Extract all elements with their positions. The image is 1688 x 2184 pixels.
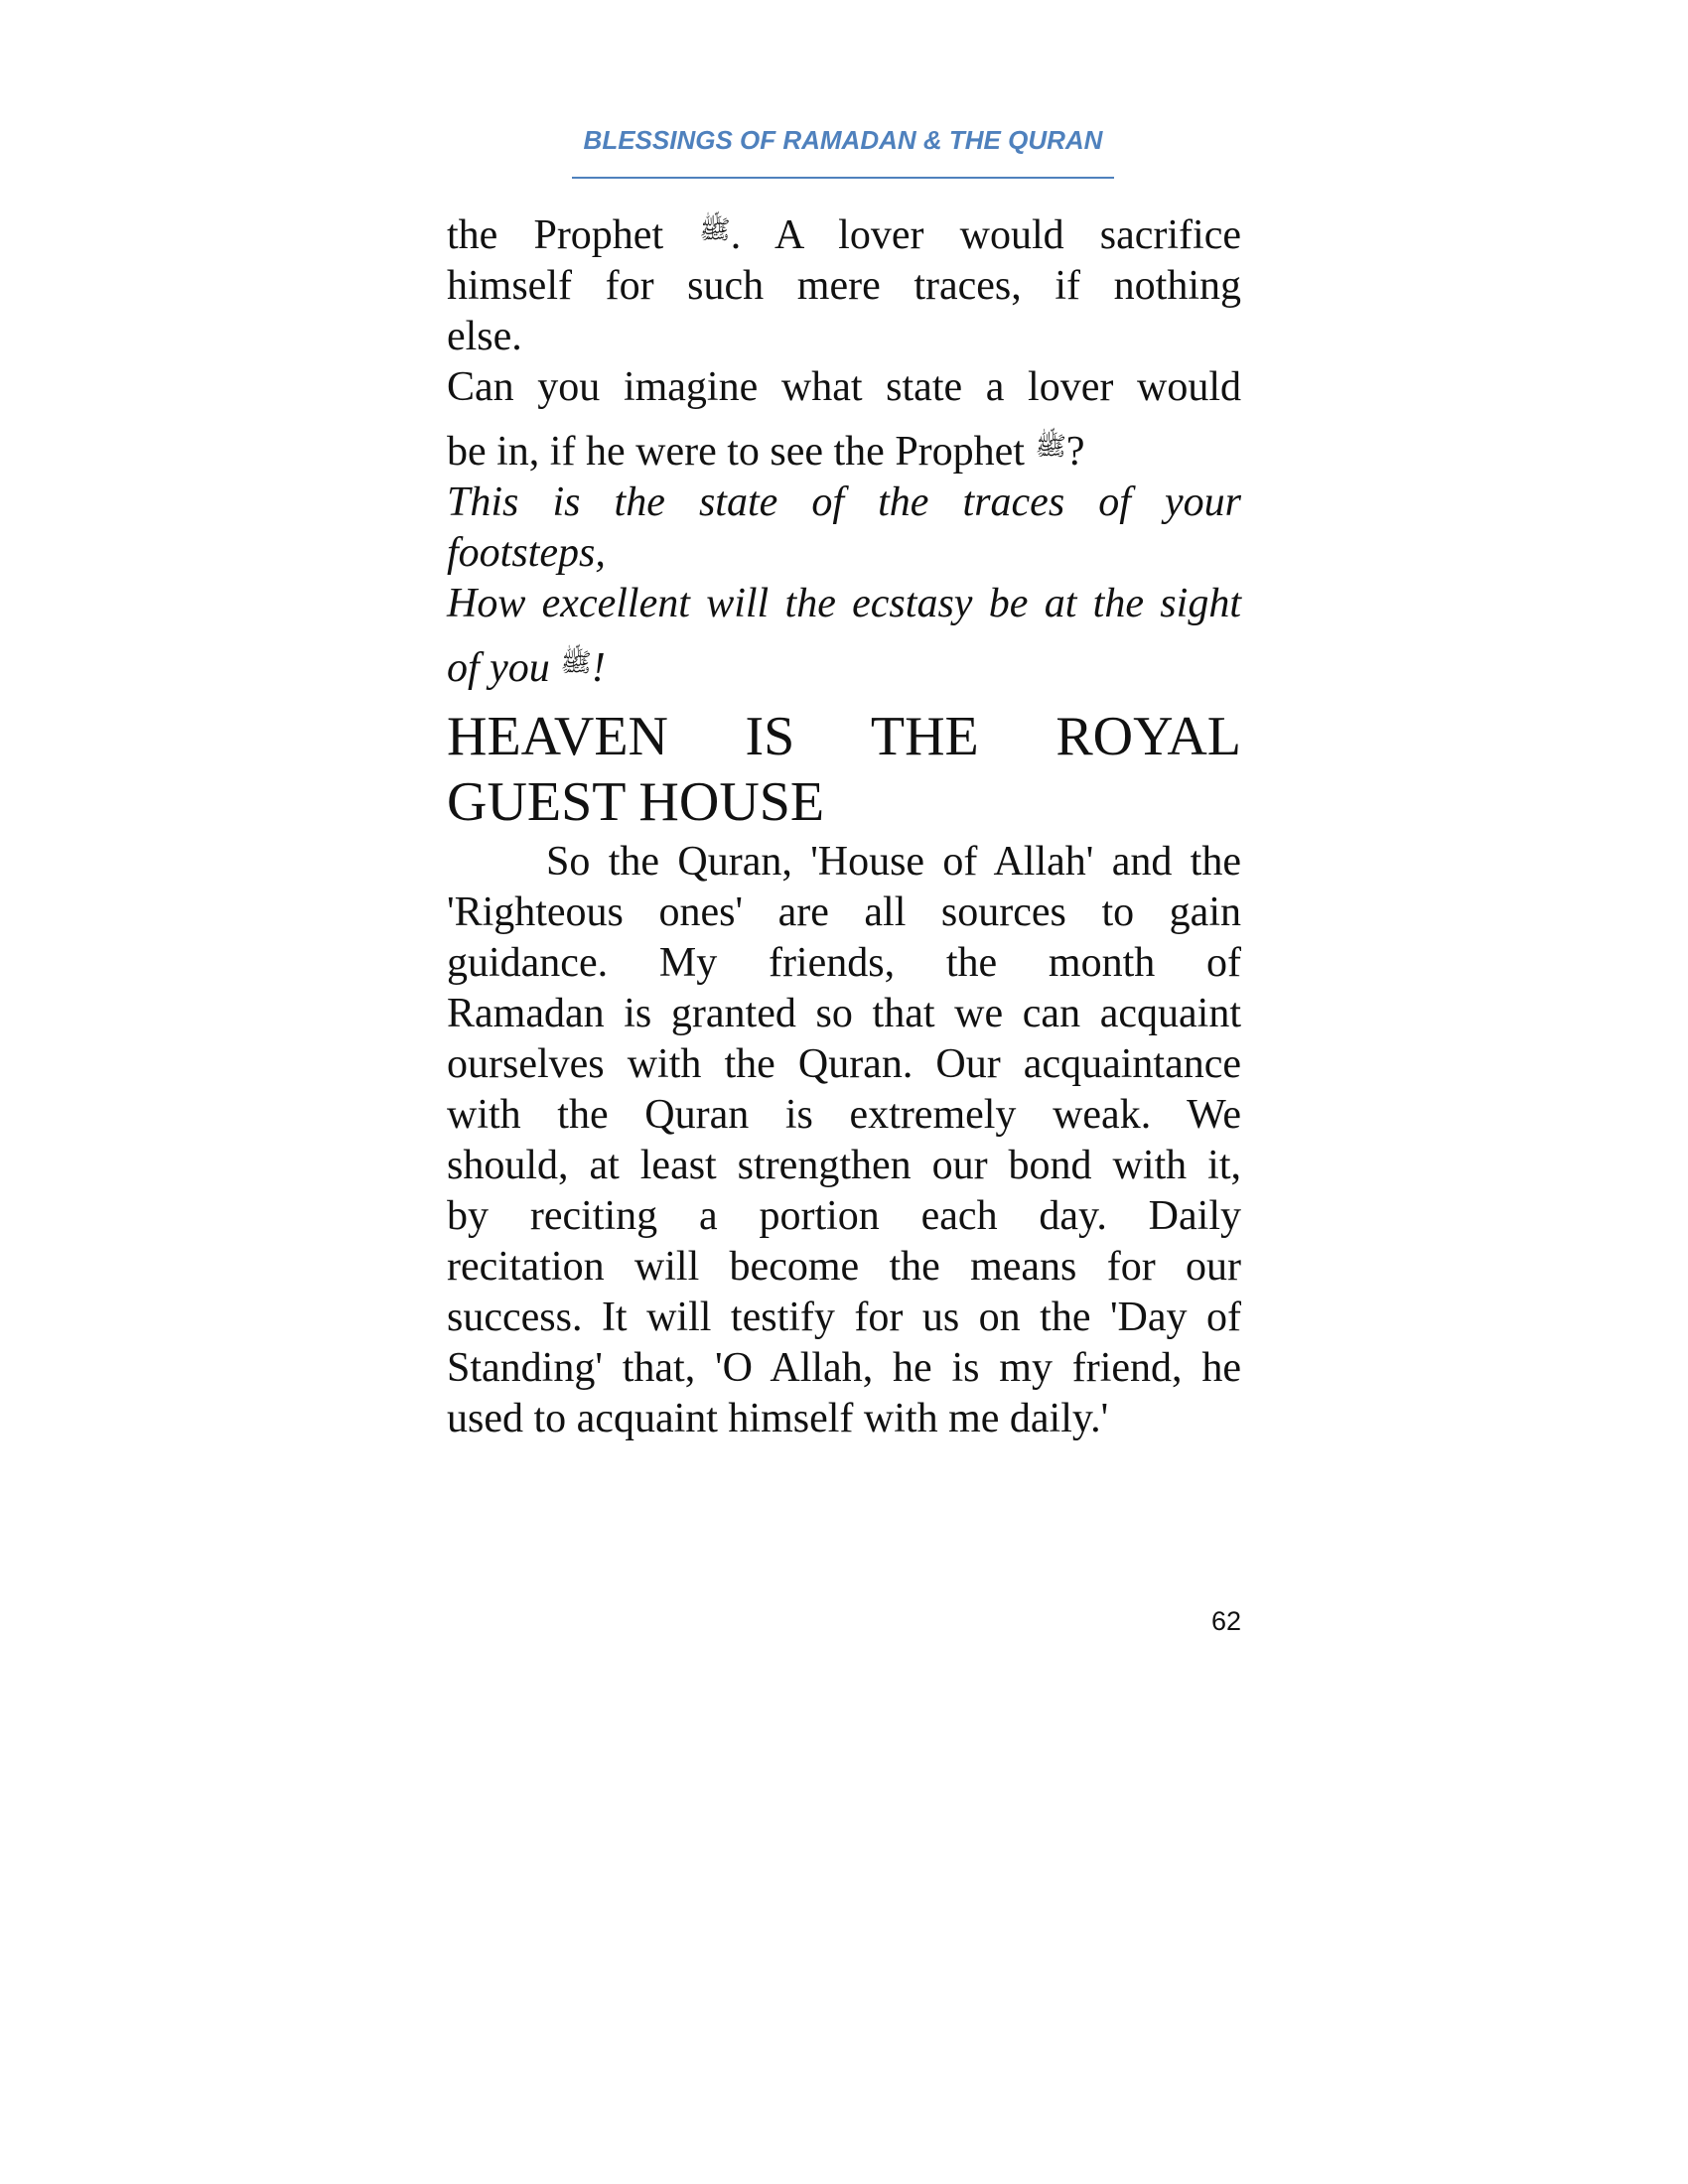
body-line-12: used to acquaint himself with me daily.'	[447, 1396, 1109, 1441]
body-line-11: Standing' that, 'O Allah, he is my friend, he	[447, 1345, 1241, 1391]
verse-line-4-start: of you	[447, 645, 561, 691]
body-line-1	[447, 837, 1241, 887]
intro-line-1-start: the Prophet	[447, 212, 700, 258]
intro-line-1	[447, 210, 1241, 261]
page-number: 62	[1210, 1606, 1241, 1636]
section-heading-line-1: HEAVEN IS THE ROYAL	[447, 706, 1241, 767]
salawat-glyph: ﷺ	[560, 648, 592, 678]
body-line-6: with the Quran is extremely weak. We	[447, 1092, 1241, 1138]
body-line-3: guidance. My friends, the month of	[447, 940, 1241, 986]
section-heading	[447, 704, 1241, 835]
verse-line-1: This is the state of the traces of your	[447, 479, 1241, 525]
intro-line-2: himself for such mere traces, if nothing	[447, 263, 1241, 309]
question-line-2-start: be in, if he were to see the Prophet	[447, 429, 1036, 475]
intro-paragraph	[447, 210, 1241, 362]
body-line-8: by reciting a portion each day. Daily	[447, 1193, 1241, 1239]
body-line-2: 'Righteous ones' are all sources to gain	[447, 889, 1241, 935]
question-paragraph	[447, 362, 1241, 478]
header-rule	[572, 177, 1114, 179]
running-header: BLESSINGS OF RAMADAN & THE QURAN	[583, 125, 1103, 155]
question-line-2	[447, 427, 1241, 478]
body-line-1-text: So the Quran, 'House of Allah' and the	[546, 839, 1241, 885]
question-line-2-end: ?	[1065, 429, 1085, 475]
salawat-glyph: ﷺ	[699, 215, 731, 245]
salawat-glyph: ﷺ	[1035, 432, 1066, 462]
verse-line-3: How excellent will the ecstasy be at the sight	[447, 581, 1241, 626]
verse-line-4	[447, 643, 1241, 694]
intro-line-3: else.	[447, 314, 522, 359]
section-heading-line-2: GUEST HOUSE	[447, 771, 825, 833]
verse-line-4-end: !	[591, 645, 606, 691]
body-line-7: should, at least strengthen our bond with it,	[447, 1143, 1241, 1188]
question-line-1: Can you imagine what state a lover would	[447, 364, 1241, 410]
body-line-9: recitation will become the means for our	[447, 1244, 1241, 1290]
intro-line-1-end: . A lover would sacrifice	[730, 212, 1241, 258]
verse-block	[447, 478, 1241, 694]
body-line-4: Ramadan is granted so that we can acquaint	[447, 991, 1241, 1036]
body-paragraph	[447, 837, 1241, 1444]
page-body	[447, 210, 1241, 1444]
body-line-10: success. It will testify for us on the 'Day of	[447, 1295, 1241, 1340]
body-line-5: ourselves with the Quran. Our acquaintance	[447, 1041, 1241, 1087]
verse-line-2: footsteps,	[447, 530, 606, 576]
